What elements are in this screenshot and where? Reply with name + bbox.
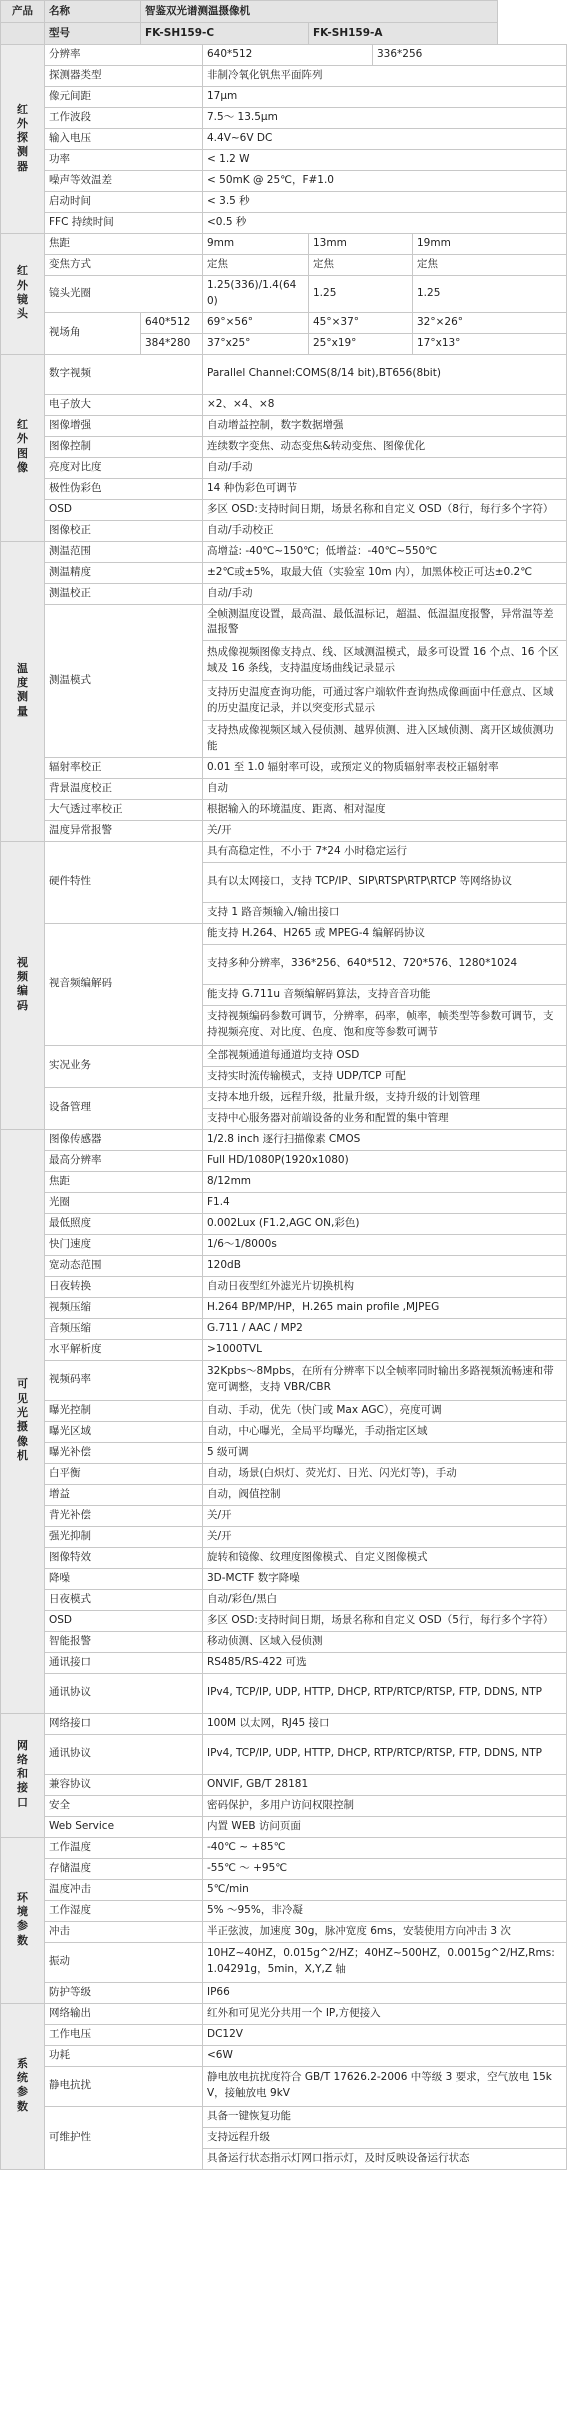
spec-row bbox=[1, 276, 567, 313]
row-value-line: 具备运行状态指示灯网口指示灯，及时反映设备运行状态 bbox=[203, 2148, 567, 2169]
row-value: 4.4V~6V DC bbox=[203, 129, 567, 150]
section-label-text: 环境参数 bbox=[17, 1890, 28, 1947]
spec-row bbox=[1, 1734, 567, 1774]
row-value: 自动，中心曝光，全局平均曝光，手动指定区域 bbox=[203, 1421, 567, 1442]
row-label: 大气透过率校正 bbox=[45, 799, 203, 820]
row-label: 通讯协议 bbox=[45, 1734, 203, 1774]
row-value: 自动/彩色/黑白 bbox=[203, 1589, 567, 1610]
row-value-line: 支持历史温度查询功能，可通过客户端软件查询热成像画面中任意点、区域的历史温度记录，并以突变形式显示 bbox=[203, 681, 567, 721]
row-label: 图像传感器 bbox=[45, 1129, 203, 1150]
row-value: 100M 以太网，RJ45 接口 bbox=[203, 1713, 567, 1734]
spec-row bbox=[1, 2045, 567, 2066]
row-label: 辐射率校正 bbox=[45, 757, 203, 778]
row-label: 测温范围 bbox=[45, 541, 203, 562]
spec-row bbox=[1, 1045, 567, 1066]
spec-row bbox=[1, 1360, 567, 1400]
row-label: 网络接口 bbox=[45, 1713, 203, 1734]
row-value: 密码保护，多用户访问权限控制 bbox=[203, 1795, 567, 1816]
row-value-line: 支持视频编码参数可调节，分辨率，码率，帧率，帧类型等参数可调节，支持视频亮度、对比度、色度、饱和度等参数可调节 bbox=[203, 1005, 567, 1045]
row-value: IP66 bbox=[203, 1982, 567, 2003]
spec-row bbox=[1, 2024, 567, 2045]
row-label: Web Service bbox=[45, 1816, 203, 1837]
spec-row bbox=[1, 757, 567, 778]
fov-row bbox=[1, 312, 567, 333]
row-value: 红外和可见光分共用一个 IP,方便接入 bbox=[203, 2003, 567, 2024]
row-value: -55℃ ～ +95℃ bbox=[203, 1858, 567, 1879]
section-label bbox=[1, 234, 45, 355]
row-label: 数字视频 bbox=[45, 354, 203, 394]
row-label: 水平解析度 bbox=[45, 1339, 203, 1360]
row-label: 降噪 bbox=[45, 1568, 203, 1589]
fov-9mm: 69°×56° bbox=[203, 312, 309, 333]
row-value-line: 支持热成像视频区域入侵侦测、越界侦测、进入区域侦测、离开区域侦测功能 bbox=[203, 721, 567, 758]
spec-row bbox=[1, 1421, 567, 1442]
row-value: 关/开 bbox=[203, 1526, 567, 1547]
row-label: 工作电压 bbox=[45, 2024, 203, 2045]
spec-row bbox=[1, 1297, 567, 1318]
col-19mm: 19mm bbox=[413, 234, 567, 255]
row-value: RS485/RS-422 可选 bbox=[203, 1652, 567, 1673]
row-label: 增益 bbox=[45, 1484, 203, 1505]
row-value-line: 支持多种分辨率，336*256、640*512、720*576、1280*1024 bbox=[203, 944, 567, 984]
spec-row bbox=[1, 1087, 567, 1108]
spec-row bbox=[1, 171, 567, 192]
spec-row bbox=[1, 520, 567, 541]
spec-row bbox=[1, 1900, 567, 1921]
row-value: G.711 / AAC / MP2 bbox=[203, 1318, 567, 1339]
row-label: 背景温度校正 bbox=[45, 778, 203, 799]
row-label: 极性伪彩色 bbox=[45, 478, 203, 499]
spec-row bbox=[1, 255, 567, 276]
row-label: 功率 bbox=[45, 150, 203, 171]
spec-row bbox=[1, 45, 567, 66]
product-header: 产品 bbox=[1, 1, 45, 23]
spec-row bbox=[1, 1858, 567, 1879]
row-value: 17μm bbox=[203, 87, 567, 108]
row-label: 视频码率 bbox=[45, 1360, 203, 1400]
spec-row bbox=[1, 1774, 567, 1795]
row-label: 日夜转换 bbox=[45, 1276, 203, 1297]
row-value: >1000TVL bbox=[203, 1339, 567, 1360]
row-value: 自动增益控制，数字数据增强 bbox=[203, 415, 567, 436]
col-9mm: 9mm bbox=[203, 234, 309, 255]
row-value-line: 能支持 G.711u 音频编解码算法，支持音音功能 bbox=[203, 984, 567, 1005]
spec-row bbox=[1, 1547, 567, 1568]
row-value: 自动日夜型红外滤光片切换机构 bbox=[203, 1276, 567, 1297]
spec-row bbox=[1, 1713, 567, 1734]
section-label bbox=[1, 1713, 45, 1837]
section-label bbox=[1, 1129, 45, 1713]
spec-row bbox=[1, 150, 567, 171]
spec-row bbox=[1, 87, 567, 108]
row-value: 8/12mm bbox=[203, 1171, 567, 1192]
row-value: 0.01 至 1.0 辐射率可设，或预定义的物质辐射率表校正辐射率 bbox=[203, 757, 567, 778]
row-value: ±2℃或±5%，取最大值（实验室 10m 内），加黑体校正可达±0.2℃ bbox=[203, 562, 567, 583]
row-value: 自动/手动校正 bbox=[203, 520, 567, 541]
spec-row bbox=[1, 583, 567, 604]
row-value: ONVIF, GB/T 28181 bbox=[203, 1774, 567, 1795]
row-label: 工作波段 bbox=[45, 108, 203, 129]
row-label: 背光补偿 bbox=[45, 1505, 203, 1526]
row-label: 测温模式 bbox=[45, 604, 203, 757]
row-value: 静电放电抗扰度符合 GB/T 17626.2-2006 中等级 3 要求，空气放电 15kV，接触放电 9kV bbox=[203, 2066, 567, 2106]
row-label: 日夜模式 bbox=[45, 1589, 203, 1610]
row-label: 曝光区域 bbox=[45, 1421, 203, 1442]
row-label: 焦距 bbox=[45, 1171, 203, 1192]
row-value: Full HD/1080P(1920x1080) bbox=[203, 1150, 567, 1171]
spec-row bbox=[1, 2003, 567, 2024]
spec-row bbox=[1, 923, 567, 944]
name-header: 名称 bbox=[45, 1, 141, 23]
spec-row bbox=[1, 436, 567, 457]
model-c: FK-SH159-C bbox=[141, 23, 309, 45]
section-label-text: 可见光摄像机 bbox=[17, 1377, 28, 1462]
row-value-line: 具有以太网接口，支持 TCP/IP、SIP\RTSP\RTP\RTCP 等网络协议 bbox=[203, 862, 567, 902]
row-label: 图像特效 bbox=[45, 1547, 203, 1568]
row-label: 视音频编解码 bbox=[45, 923, 203, 1045]
row-value-line: 能支持 H.264、H265 或 MPEG-4 编解码协议 bbox=[203, 923, 567, 944]
row-value-line: 支持 1 路音频输入/输出接口 bbox=[203, 902, 567, 923]
row-label: 变焦方式 bbox=[45, 255, 203, 276]
row-value: F1.4 bbox=[203, 1192, 567, 1213]
row-value: 自动、手动，优先（快门或 Max AGC），亮度可调 bbox=[203, 1400, 567, 1421]
row-label: 电子放大 bbox=[45, 394, 203, 415]
row-value: < 1.2 W bbox=[203, 150, 567, 171]
spec-row bbox=[1, 541, 567, 562]
spec-row bbox=[1, 478, 567, 499]
col-19mm: 1.25 bbox=[413, 276, 567, 313]
fov-13mm: 45°×37° bbox=[309, 312, 413, 333]
spec-row bbox=[1, 1610, 567, 1631]
section-label-text: 红外镜头 bbox=[17, 264, 28, 321]
row-value: ×2、×4、×8 bbox=[203, 394, 567, 415]
fov-resolution: 384*280 bbox=[141, 333, 203, 354]
spec-row bbox=[1, 562, 567, 583]
row-label: 振动 bbox=[45, 1942, 203, 1982]
spec-row bbox=[1, 1652, 567, 1673]
row-label: 图像校正 bbox=[45, 520, 203, 541]
spec-row bbox=[1, 234, 567, 255]
row-label: 实况业务 bbox=[45, 1045, 203, 1087]
spec-row bbox=[1, 841, 567, 862]
spec-row bbox=[1, 778, 567, 799]
row-label: 工作湿度 bbox=[45, 1900, 203, 1921]
row-value: 移动侦测、区域入侵侦测 bbox=[203, 1631, 567, 1652]
row-value-line: 支持远程升级 bbox=[203, 2127, 567, 2148]
model-label: 型号 bbox=[45, 23, 141, 45]
row-label: 输入电压 bbox=[45, 129, 203, 150]
row-label: 亮度对比度 bbox=[45, 457, 203, 478]
row-label: 快门速度 bbox=[45, 1234, 203, 1255]
row-label: 曝光补偿 bbox=[45, 1442, 203, 1463]
row-value: IPv4, TCP/IP, UDP, HTTP, DHCP, RTP/RTCP/RTSP, FTP, DDNS, NTP bbox=[203, 1673, 567, 1713]
spec-row bbox=[1, 415, 567, 436]
spec-row bbox=[1, 1837, 567, 1858]
fov-resolution: 640*512 bbox=[141, 312, 203, 333]
spec-row bbox=[1, 1816, 567, 1837]
section-label-text: 红外探测器 bbox=[17, 102, 28, 173]
spec-row bbox=[1, 1213, 567, 1234]
row-label: 通讯协议 bbox=[45, 1673, 203, 1713]
row-value: 自动 bbox=[203, 778, 567, 799]
row-value-line: 热成像视频图像支持点、线、区域测温模式，最多可设置 16 个点、16 个区域及 16 条线，支持温度场曲线记录显示 bbox=[203, 641, 567, 681]
row-label: 强光抑制 bbox=[45, 1526, 203, 1547]
row-value: 1/2.8 inch 逐行扫描像素 CMOS bbox=[203, 1129, 567, 1150]
spec-row bbox=[1, 213, 567, 234]
section-label bbox=[1, 841, 45, 1129]
row-value: 32Kpbs～8Mpbs，在所有分辨率下以全帧率同时输出多路视频流畅速和带宽可调整，支持 VBR/CBR bbox=[203, 1360, 567, 1400]
row-label: 安全 bbox=[45, 1795, 203, 1816]
row-label: OSD bbox=[45, 1610, 203, 1631]
spec-row bbox=[1, 1589, 567, 1610]
row-value-line: 全部视频通道每通道均支持 OSD bbox=[203, 1045, 567, 1066]
col-9mm: 1.25(336)/1.4(640) bbox=[203, 276, 309, 313]
row-label: 测温精度 bbox=[45, 562, 203, 583]
row-value-line: 支持本地升级，远程升级，批量升级，支持升级的计划管理 bbox=[203, 1087, 567, 1108]
value-336: 336*256 bbox=[373, 45, 567, 66]
spec-row bbox=[1, 129, 567, 150]
spec-row bbox=[1, 604, 567, 641]
spec-row bbox=[1, 1484, 567, 1505]
row-label: OSD bbox=[45, 499, 203, 520]
model-row bbox=[1, 23, 567, 45]
section-label-text: 系统参数 bbox=[17, 2056, 28, 2113]
row-value: 连续数字变焦、动态变焦&转动变焦、图像优化 bbox=[203, 436, 567, 457]
row-value: -40℃ ~ +85℃ bbox=[203, 1837, 567, 1858]
fov-label: 视场角 bbox=[45, 312, 141, 354]
col-13mm: 定焦 bbox=[309, 255, 413, 276]
spec-row bbox=[1, 1942, 567, 1982]
row-label: 最高分辨率 bbox=[45, 1150, 203, 1171]
model-a: FK-SH159-A bbox=[309, 23, 498, 45]
row-value-line: 全帧测温度设置，最高温、最低温标记，超温、低温温度报警，异常温等差温报警 bbox=[203, 604, 567, 641]
row-label: FFC 持续时间 bbox=[45, 213, 203, 234]
row-label: 分辨率 bbox=[45, 45, 203, 66]
section-label bbox=[1, 541, 45, 841]
row-label: 工作温度 bbox=[45, 1837, 203, 1858]
spec-row bbox=[1, 1982, 567, 2003]
row-label: 探测器类型 bbox=[45, 66, 203, 87]
row-value: 自动/手动 bbox=[203, 583, 567, 604]
row-label: 图像增强 bbox=[45, 415, 203, 436]
spec-row bbox=[1, 192, 567, 213]
row-value: < 3.5 秒 bbox=[203, 192, 567, 213]
row-value: 多区 OSD:支持时间日期，场景名称和自定义 OSD（8行，每行多个字符） bbox=[203, 499, 567, 520]
row-value: <6W bbox=[203, 2045, 567, 2066]
row-value: 高增益: -40℃~150℃；低增益：-40℃~550℃ bbox=[203, 541, 567, 562]
spec-row bbox=[1, 1339, 567, 1360]
fov-19mm: 17°x13° bbox=[413, 333, 567, 354]
fov-13mm: 25°x19° bbox=[309, 333, 413, 354]
row-label: 最低照度 bbox=[45, 1213, 203, 1234]
row-value-line: 支持实时流传输模式，支持 UDP/TCP 可配 bbox=[203, 1066, 567, 1087]
spec-row bbox=[1, 1234, 567, 1255]
row-label: 启动时间 bbox=[45, 192, 203, 213]
spec-row bbox=[1, 1400, 567, 1421]
row-value: 5℃/min bbox=[203, 1879, 567, 1900]
spec-row bbox=[1, 394, 567, 415]
row-label: 兼容协议 bbox=[45, 1774, 203, 1795]
spec-row bbox=[1, 1463, 567, 1484]
spec-row bbox=[1, 1795, 567, 1816]
row-label: 可维护性 bbox=[45, 2106, 203, 2169]
fov-9mm: 37°x25° bbox=[203, 333, 309, 354]
row-label: 温度冲击 bbox=[45, 1879, 203, 1900]
row-label: 冲击 bbox=[45, 1921, 203, 1942]
section-label bbox=[1, 2003, 45, 2169]
spec-row bbox=[1, 499, 567, 520]
row-value: 3D-MCTF 数字降噪 bbox=[203, 1568, 567, 1589]
spec-row bbox=[1, 1505, 567, 1526]
spec-row bbox=[1, 1255, 567, 1276]
spec-row bbox=[1, 1921, 567, 1942]
spec-row bbox=[1, 1129, 567, 1150]
value-640: 640*512 bbox=[203, 45, 373, 66]
spec-row bbox=[1, 1631, 567, 1652]
section-label-text: 红外图像 bbox=[17, 418, 28, 475]
spec-row bbox=[1, 1673, 567, 1713]
section-label bbox=[1, 45, 45, 234]
spec-row bbox=[1, 1526, 567, 1547]
col-13mm: 13mm bbox=[309, 234, 413, 255]
fov-19mm: 32°×26° bbox=[413, 312, 567, 333]
row-label: 硬件特性 bbox=[45, 841, 203, 923]
row-label: 智能报警 bbox=[45, 1631, 203, 1652]
col-19mm: 定焦 bbox=[413, 255, 567, 276]
row-label: 镜头光圈 bbox=[45, 276, 203, 313]
row-value: 7.5～ 13.5μm bbox=[203, 108, 567, 129]
row-label: 功耗 bbox=[45, 2045, 203, 2066]
row-value: 半正弦波，加速度 30g，脉冲宽度 6ms，安装使用方向冲击 3 次 bbox=[203, 1921, 567, 1942]
header-row bbox=[1, 1, 567, 23]
row-value: DC12V bbox=[203, 2024, 567, 2045]
spec-row bbox=[1, 2066, 567, 2106]
spec-row bbox=[1, 108, 567, 129]
row-value: 关/开 bbox=[203, 1505, 567, 1526]
spec-row bbox=[1, 1276, 567, 1297]
row-value: 0.002Lux (F1.2,AGC ON,彩色) bbox=[203, 1213, 567, 1234]
spec-row bbox=[1, 1192, 567, 1213]
row-value: <0.5 秒 bbox=[203, 213, 567, 234]
row-value: 1/6～1/8000s bbox=[203, 1234, 567, 1255]
row-value-line: 具备一键恢复功能 bbox=[203, 2106, 567, 2127]
spec-row bbox=[1, 457, 567, 478]
product-name: 智鉴双光谱测温摄像机 bbox=[141, 1, 498, 23]
row-label: 曝光控制 bbox=[45, 1400, 203, 1421]
row-value: 120dB bbox=[203, 1255, 567, 1276]
row-value: 10HZ~40HZ，0.015g^2/HZ；40HZ~500HZ，0.0015g^2/HZ,Rms:1.04291g，5min，X,Y,Z 轴 bbox=[203, 1942, 567, 1982]
row-value: 自动，场景(白炽灯、荧光灯、日光、闪光灯等)，手动 bbox=[203, 1463, 567, 1484]
spec-row bbox=[1, 1150, 567, 1171]
row-label: 防护等级 bbox=[45, 1982, 203, 2003]
spec-row bbox=[1, 1171, 567, 1192]
row-label: 温度异常报警 bbox=[45, 820, 203, 841]
row-value-line: 支持中心服务器对前端设备的业务和配置的集中管理 bbox=[203, 1108, 567, 1129]
row-label: 图像控制 bbox=[45, 436, 203, 457]
row-value: 根据输入的环境温度、距离、相对湿度 bbox=[203, 799, 567, 820]
section-label-text: 视频编码 bbox=[17, 955, 28, 1012]
spec-row bbox=[1, 820, 567, 841]
col-9mm: 定焦 bbox=[203, 255, 309, 276]
row-value: 14 种伪彩色可调节 bbox=[203, 478, 567, 499]
row-value: 内置 WEB 访问页面 bbox=[203, 1816, 567, 1837]
row-label: 光圈 bbox=[45, 1192, 203, 1213]
section-label bbox=[1, 354, 45, 541]
row-value: IPv4, TCP/IP, UDP, HTTP, DHCP, RTP/RTCP/RTSP, FTP, DDNS, NTP bbox=[203, 1734, 567, 1774]
row-value: 5 级可调 bbox=[203, 1442, 567, 1463]
row-label: 存储温度 bbox=[45, 1858, 203, 1879]
row-label: 网络输出 bbox=[45, 2003, 203, 2024]
spec-row bbox=[1, 354, 567, 394]
row-label: 视频压缩 bbox=[45, 1297, 203, 1318]
model-spacer bbox=[1, 23, 45, 45]
spec-row bbox=[1, 1879, 567, 1900]
row-label: 宽动态范围 bbox=[45, 1255, 203, 1276]
row-value: 5% ～95%，非冷凝 bbox=[203, 1900, 567, 1921]
row-value: H.264 BP/MP/HP，H.265 main profile ,MJPEG bbox=[203, 1297, 567, 1318]
row-value: 非制冷氧化钒焦平面阵列 bbox=[203, 66, 567, 87]
row-value: < 50mK @ 25℃，F#1.0 bbox=[203, 171, 567, 192]
section-label-text: 网络和接口 bbox=[17, 1738, 28, 1809]
row-value: 旋转和镜像、纹理度图像模式、自定义图像模式 bbox=[203, 1547, 567, 1568]
spec-row bbox=[1, 1568, 567, 1589]
spec-row bbox=[1, 2106, 567, 2127]
spec-row bbox=[1, 66, 567, 87]
row-label: 设备管理 bbox=[45, 1087, 203, 1129]
row-value: 多区 OSD:支持时间日期，场景名称和自定义 OSD（5行，每行多个字符） bbox=[203, 1610, 567, 1631]
row-label: 通讯接口 bbox=[45, 1652, 203, 1673]
row-value: 关/开 bbox=[203, 820, 567, 841]
section-label bbox=[1, 1837, 45, 2003]
row-label: 静电抗扰 bbox=[45, 2066, 203, 2106]
row-label: 白平衡 bbox=[45, 1463, 203, 1484]
spec-row bbox=[1, 1318, 567, 1339]
section-label-text: 温度测量 bbox=[17, 661, 28, 718]
row-value-line: 具有高稳定性，不小于 7*24 小时稳定运行 bbox=[203, 841, 567, 862]
row-label: 像元间距 bbox=[45, 87, 203, 108]
row-label: 音频压缩 bbox=[45, 1318, 203, 1339]
row-label: 噪声等效温差 bbox=[45, 171, 203, 192]
row-value: Parallel Channel:COMS(8/14 bit),BT656(8bit) bbox=[203, 354, 567, 394]
row-label: 测温校正 bbox=[45, 583, 203, 604]
row-value: 自动，阀值控制 bbox=[203, 1484, 567, 1505]
spec-row bbox=[1, 799, 567, 820]
row-value: 自动/手动 bbox=[203, 457, 567, 478]
row-label: 焦距 bbox=[45, 234, 203, 255]
spec-row bbox=[1, 1442, 567, 1463]
col-13mm: 1.25 bbox=[309, 276, 413, 313]
